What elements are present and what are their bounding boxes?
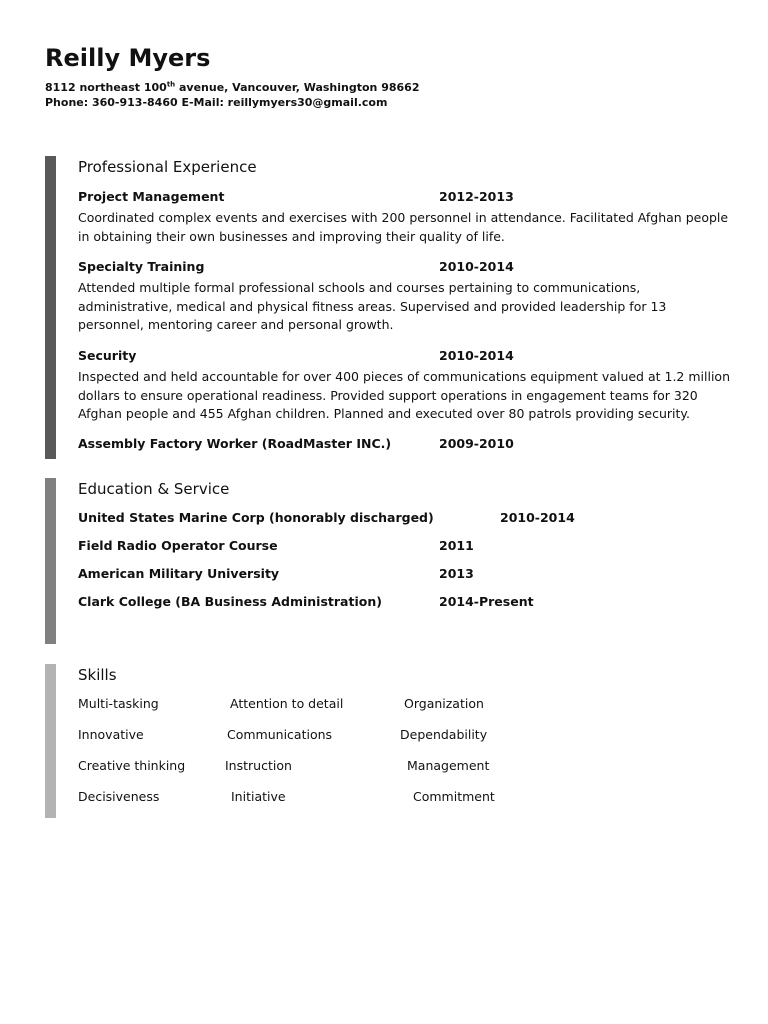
skill-item: Dependability [400, 727, 488, 742]
education-item-title: Clark College (BA Business Administration) [78, 594, 382, 609]
skill-item: Decisiveness [78, 789, 160, 804]
phone-email-line: Phone: 360-913-8460 E-Mail: reillymyers30@gmail.com [45, 96, 388, 109]
education-item-title: American Military University [78, 566, 280, 581]
skill-item: Multi-tasking [78, 696, 159, 711]
skill-item: Initiative [231, 789, 286, 804]
address-ordinal: th [166, 80, 176, 89]
experience-item-desc: Coordinated complex events and exercises with 200 personnel in attendance. Facilitated Afghan people in obtaining their own businesses and improving their quality of life. [78, 210, 729, 244]
address-text-rest: avenue, Vancouver, Washington 98662 [175, 81, 420, 94]
experience-bar [45, 156, 56, 459]
experience-item-date: 2010-2014 [439, 348, 514, 363]
skill-item: Commitment [413, 789, 495, 804]
skills-row [78, 726, 735, 744]
education-item-title: United States Marine Corp (honorably discharged) [78, 510, 434, 525]
experience-item-title: Specialty Training [78, 259, 205, 274]
experience-item-title: Project Management [78, 189, 225, 204]
education-item [78, 509, 735, 527]
experience-item-date: 2012-2013 [439, 189, 514, 204]
education-section [45, 478, 735, 644]
experience-item-title: Security [78, 348, 137, 363]
experience-section [45, 156, 735, 459]
education-item-date: 2014-Present [439, 594, 534, 609]
education-bar [45, 478, 56, 644]
skill-item: Communications [227, 727, 333, 742]
skill-item: Attention to detail [230, 696, 344, 711]
address-text: 8112 northeast 100 [45, 81, 167, 94]
skill-item: Innovative [78, 727, 144, 742]
experience-item [78, 188, 735, 206]
skills-section [45, 664, 735, 818]
education-item [78, 565, 735, 583]
skills-row [78, 695, 735, 713]
education-item [78, 537, 735, 555]
experience-item-desc: Inspected and held accountable for over 400 pieces of communications equipment valued at 1.2 million dollars to ensure operational readiness. Provided support operations in engagement teams for 320 Afghan people and 455 Afghan children. Planned and executed over 80 patrols providing security. [78, 369, 730, 421]
education-heading: Education & Service [78, 480, 230, 498]
education-item-date: 2010-2014 [500, 510, 575, 525]
candidate-name: Reilly Myers [45, 44, 211, 72]
address-line [45, 80, 419, 95]
experience-item-date: 2010-2014 [439, 259, 514, 274]
skill-item: Management [407, 758, 490, 773]
skills-heading: Skills [78, 666, 117, 684]
education-item-date: 2011 [439, 538, 474, 553]
experience-item [78, 435, 735, 453]
experience-item [78, 347, 735, 365]
experience-item-title: Assembly Factory Worker (RoadMaster INC.) [78, 436, 392, 451]
experience-item [78, 258, 735, 276]
skill-item: Organization [404, 696, 484, 711]
experience-heading: Professional Experience [78, 158, 257, 176]
skills-row [78, 788, 735, 806]
experience-item-date: 2009-2010 [439, 436, 514, 451]
experience-item-desc: Attended multiple formal professional schools and courses pertaining to communications, administrative, medical and physical fitness areas. Supervised and provided leadership for 13 personnel, mentoring career and personal growth. [78, 280, 667, 332]
skill-item: Instruction [225, 758, 292, 773]
skills-row [78, 757, 735, 775]
education-item [78, 593, 735, 611]
education-item-date: 2013 [439, 566, 474, 581]
education-item-title: Field Radio Operator Course [78, 538, 278, 553]
skills-bar [45, 664, 56, 818]
skill-item: Creative thinking [78, 758, 186, 773]
contact-info [45, 80, 419, 110]
